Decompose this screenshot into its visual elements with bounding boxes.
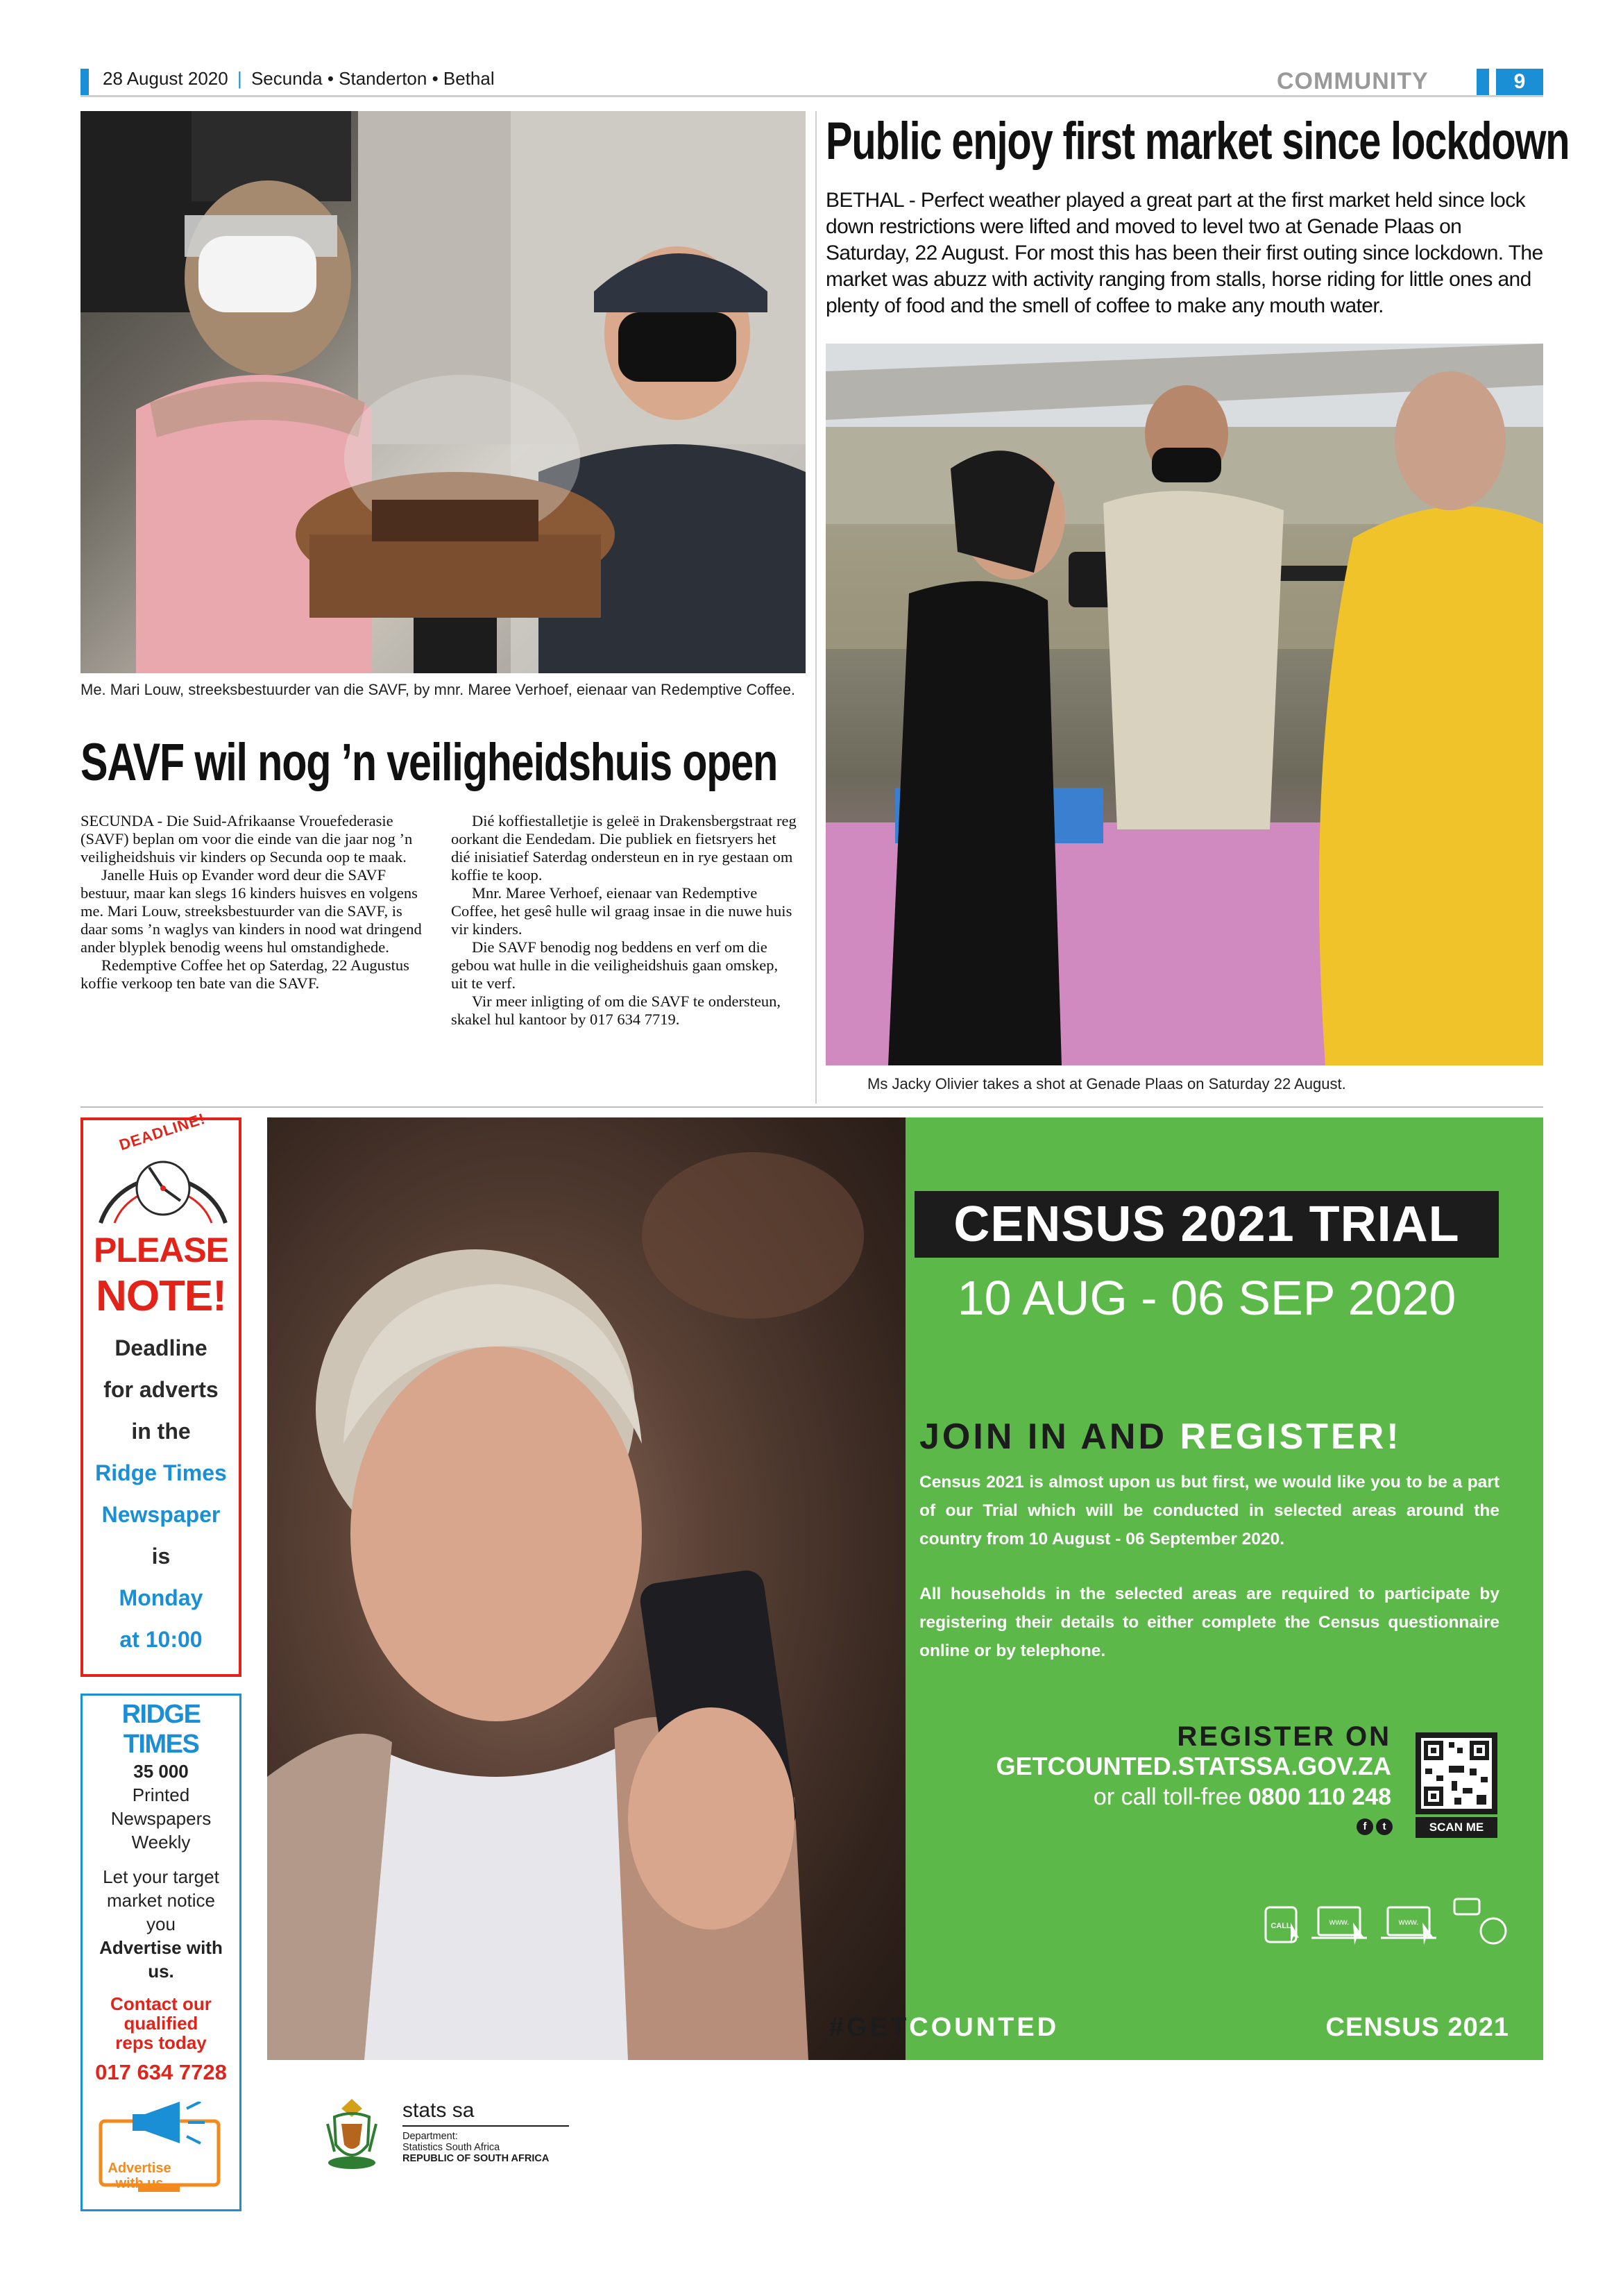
paintball-photo-art	[826, 344, 1543, 1065]
join-heading	[919, 1416, 1402, 1458]
deadline-line: for adverts	[103, 1377, 219, 1402]
stats-dept-line: Statistics South Africa	[402, 2142, 500, 2153]
target-text: you	[146, 1914, 176, 1934]
coat-of-arms-icon	[321, 2096, 383, 2172]
stats-sa-rule	[402, 2125, 569, 2127]
savf-col2-paragraph: Vir meer inligting of om die SAVF te ondersteun, skakel hul kantoor by 017 634 7719.	[451, 993, 781, 1028]
savf-column-2	[451, 812, 798, 1029]
savf-photo-caption: Me. Mari Louw, streeksbestuurder van die SAVF, by mnr. Maree Verhoef, eienaar van Redemptive Coffee.	[80, 681, 796, 698]
deadline-line: Newspaper	[101, 1502, 221, 1527]
savf-col1-paragraph: Redemptive Coffee het op Saterdag, 22 Augustus koffie verkoop ten bate van die SAVF.	[80, 956, 409, 992]
deadline-line: in the	[131, 1419, 191, 1444]
deadline-line: at 10:00	[119, 1627, 203, 1652]
section-divider	[80, 1106, 1543, 1108]
section-label: COMMUNITY	[1277, 68, 1429, 94]
advertise-icon-label	[98, 2161, 181, 2191]
header-rule	[80, 95, 1543, 97]
toll-free-label: or call toll-free	[1093, 1784, 1242, 1810]
column-divider	[815, 111, 817, 1104]
savf-col2-paragraph: Die SAVF benodig nog beddens en verf om die gebou wat hulle in die veiligheidshuis gaan omskep, uit te verf.	[451, 938, 779, 992]
census-paragraph-2: All households in the selected areas are required to participate by registering their details to either complete the Census questionnaire online or by telephone.	[919, 1585, 1499, 1660]
call-icon-label: CALL	[1271, 1922, 1291, 1930]
edition-towns: Secunda • Standerton • Bethal	[250, 68, 495, 89]
deadline-line: is	[151, 1544, 171, 1569]
savf-column-1	[80, 812, 427, 993]
header-separator: |	[237, 68, 242, 89]
note-text: NOTE!	[96, 1272, 226, 1320]
toll-free-line	[919, 1784, 1391, 1811]
page-number: 9	[1496, 69, 1543, 95]
ridge-times-title: RIDGE TIMES	[121, 1700, 201, 1759]
census-paragraph-1: Census 2021 is almost upon us but first, we would like you to be a part of our Trial which will be conducted in selected areas around the country from 10 August - 06 September 2020.	[919, 1473, 1499, 1548]
census-2021-footer: CENSUS 2021	[1325, 2013, 1509, 2042]
getcounted-hashtag	[829, 2013, 1059, 2043]
section-accent-mark	[1477, 69, 1489, 95]
deadline-wheel-text: DEADLINE!	[117, 1109, 207, 1154]
advertise-icon-label-line: with us	[115, 2176, 164, 2191]
market-headline: Public enjoy first market since lockdown	[826, 112, 1570, 171]
qr-code-icon[interactable]	[1416, 1732, 1497, 1814]
facebook-icon[interactable]: f	[1357, 1818, 1373, 1835]
deadline-notice-box	[80, 1109, 241, 1677]
market-photo-caption: Ms Jacky Olivier takes a shot at Genade Plaas on Saturday 22 August.	[867, 1075, 1346, 1092]
contact-text: qualified	[124, 2013, 198, 2034]
circulation-label: Newspapers	[110, 1808, 212, 1829]
header-dateline	[103, 68, 495, 90]
circulation-label: Printed	[132, 1784, 190, 1805]
contact-text: reps today	[115, 2032, 207, 2053]
circulation-label: Weekly	[131, 1832, 191, 1852]
contact-text: Contact our	[110, 1993, 212, 2014]
scan-me-label: SCAN ME	[1416, 1817, 1497, 1838]
census-title: CENSUS 2021 TRIAL	[953, 1197, 1460, 1252]
advertise-icon-label-line: Advertise	[108, 2161, 171, 2176]
register-on-label: REGISTER ON	[1177, 1721, 1391, 1752]
advertise-text: us.	[148, 1961, 174, 1982]
savf-col1-paragraph: Janelle Huis op Evander word deur die SAVF bestuur, maar kan slegs 16 kinders huisves en volgens me. Mari Louw, streeksbestuurder van die SAVF, is daar soms ’n waglys van kinders in nood wat dringend ander blyplek benodig weens hul omstandighede.	[80, 866, 422, 956]
savf-col1-paragraph: SECUNDA - Die Suid-Afrikaanse Vrouefederasie (SAVF) beplan om voor die einde van die jaar nog ’n veiligheidshuis vir kinders op Secunda oop te maak.	[80, 812, 413, 866]
stats-sa-department	[402, 2131, 549, 2164]
deadline-line: Ridge Times	[95, 1460, 227, 1485]
please-text: PLEASE	[93, 1231, 229, 1269]
advertise-text: Advertise with	[99, 1937, 223, 1958]
twitter-icon[interactable]: t	[1376, 1818, 1393, 1835]
deadline-line: Monday	[119, 1585, 203, 1610]
deadline-line: Deadline	[114, 1335, 207, 1360]
web-icon-label: www.	[1329, 1917, 1350, 1927]
target-text: Let your target	[103, 1866, 219, 1887]
census-woman-photo-art	[267, 1117, 906, 2060]
savf-col2-paragraph: Mnr. Maree Verhoef, eienaar van Redemptive Coffee, het gesê hulle wil graag insae in die nuwe huis vir kinders.	[451, 884, 792, 938]
coffee-stall-photo-art	[80, 111, 806, 673]
issue-date: 28 August 2020	[103, 68, 228, 89]
contact-phone: 017 634 7728	[95, 2060, 227, 2084]
census-channel-icons	[1263, 1895, 1513, 1950]
paintball-photo	[826, 344, 1543, 1065]
savf-headline: SAVF wil nog ’n veiligheidshuis open	[80, 733, 778, 792]
join-heading-white: REGISTER!	[1180, 1417, 1402, 1457]
hashtag-dark: #GET	[829, 2013, 910, 2042]
hashtag-white: COUNTED	[909, 2013, 1060, 2042]
stats-dept-line: Department:	[402, 2131, 458, 2142]
census-woman-photo	[267, 1117, 906, 2060]
savf-col2-paragraph: Dié koffiestalletjie is geleë in Drakensbergstraat reg oorkant die Eendedam. Die publiek en fietsryers het dié inisiatief Saterdag ondersteun en in rye gestaan om koffie te koop.	[451, 812, 797, 884]
toll-free-number: 0800 110 248	[1248, 1784, 1391, 1810]
web-icon-label: www.	[1398, 1917, 1419, 1927]
join-heading-dark: JOIN IN AND	[919, 1417, 1167, 1457]
target-text: market notice	[106, 1890, 216, 1911]
ridge-times-advert-box	[80, 1694, 241, 2211]
stats-sa-name: stats sa	[402, 2099, 475, 2122]
market-lead-paragraph: BETHAL - Perfect weather played a great part at the first market held since lock down restrictions were lifted and moved to level two at Genade Plaas on Saturday, 22 August. For most this has been their first outing since lockdown. The market was abuzz with activity ranging from stalls, horse riding for little ones and plenty of food and the smell of coffee to make any mouth water.	[826, 189, 1543, 317]
header-accent-bar	[80, 69, 89, 96]
circulation-count: 35 000	[133, 1761, 189, 1782]
stats-dept-line: REPUBLIC OF SOUTH AFRICA	[402, 2153, 550, 2164]
register-url-link[interactable]: GETCOUNTED.STATSSA.GOV.ZA	[996, 1752, 1391, 1780]
coffee-stall-photo	[80, 111, 806, 673]
qr-code-pattern	[1421, 1738, 1492, 1809]
census-dates: 10 AUG - 06 SEP 2020	[957, 1271, 1456, 1325]
